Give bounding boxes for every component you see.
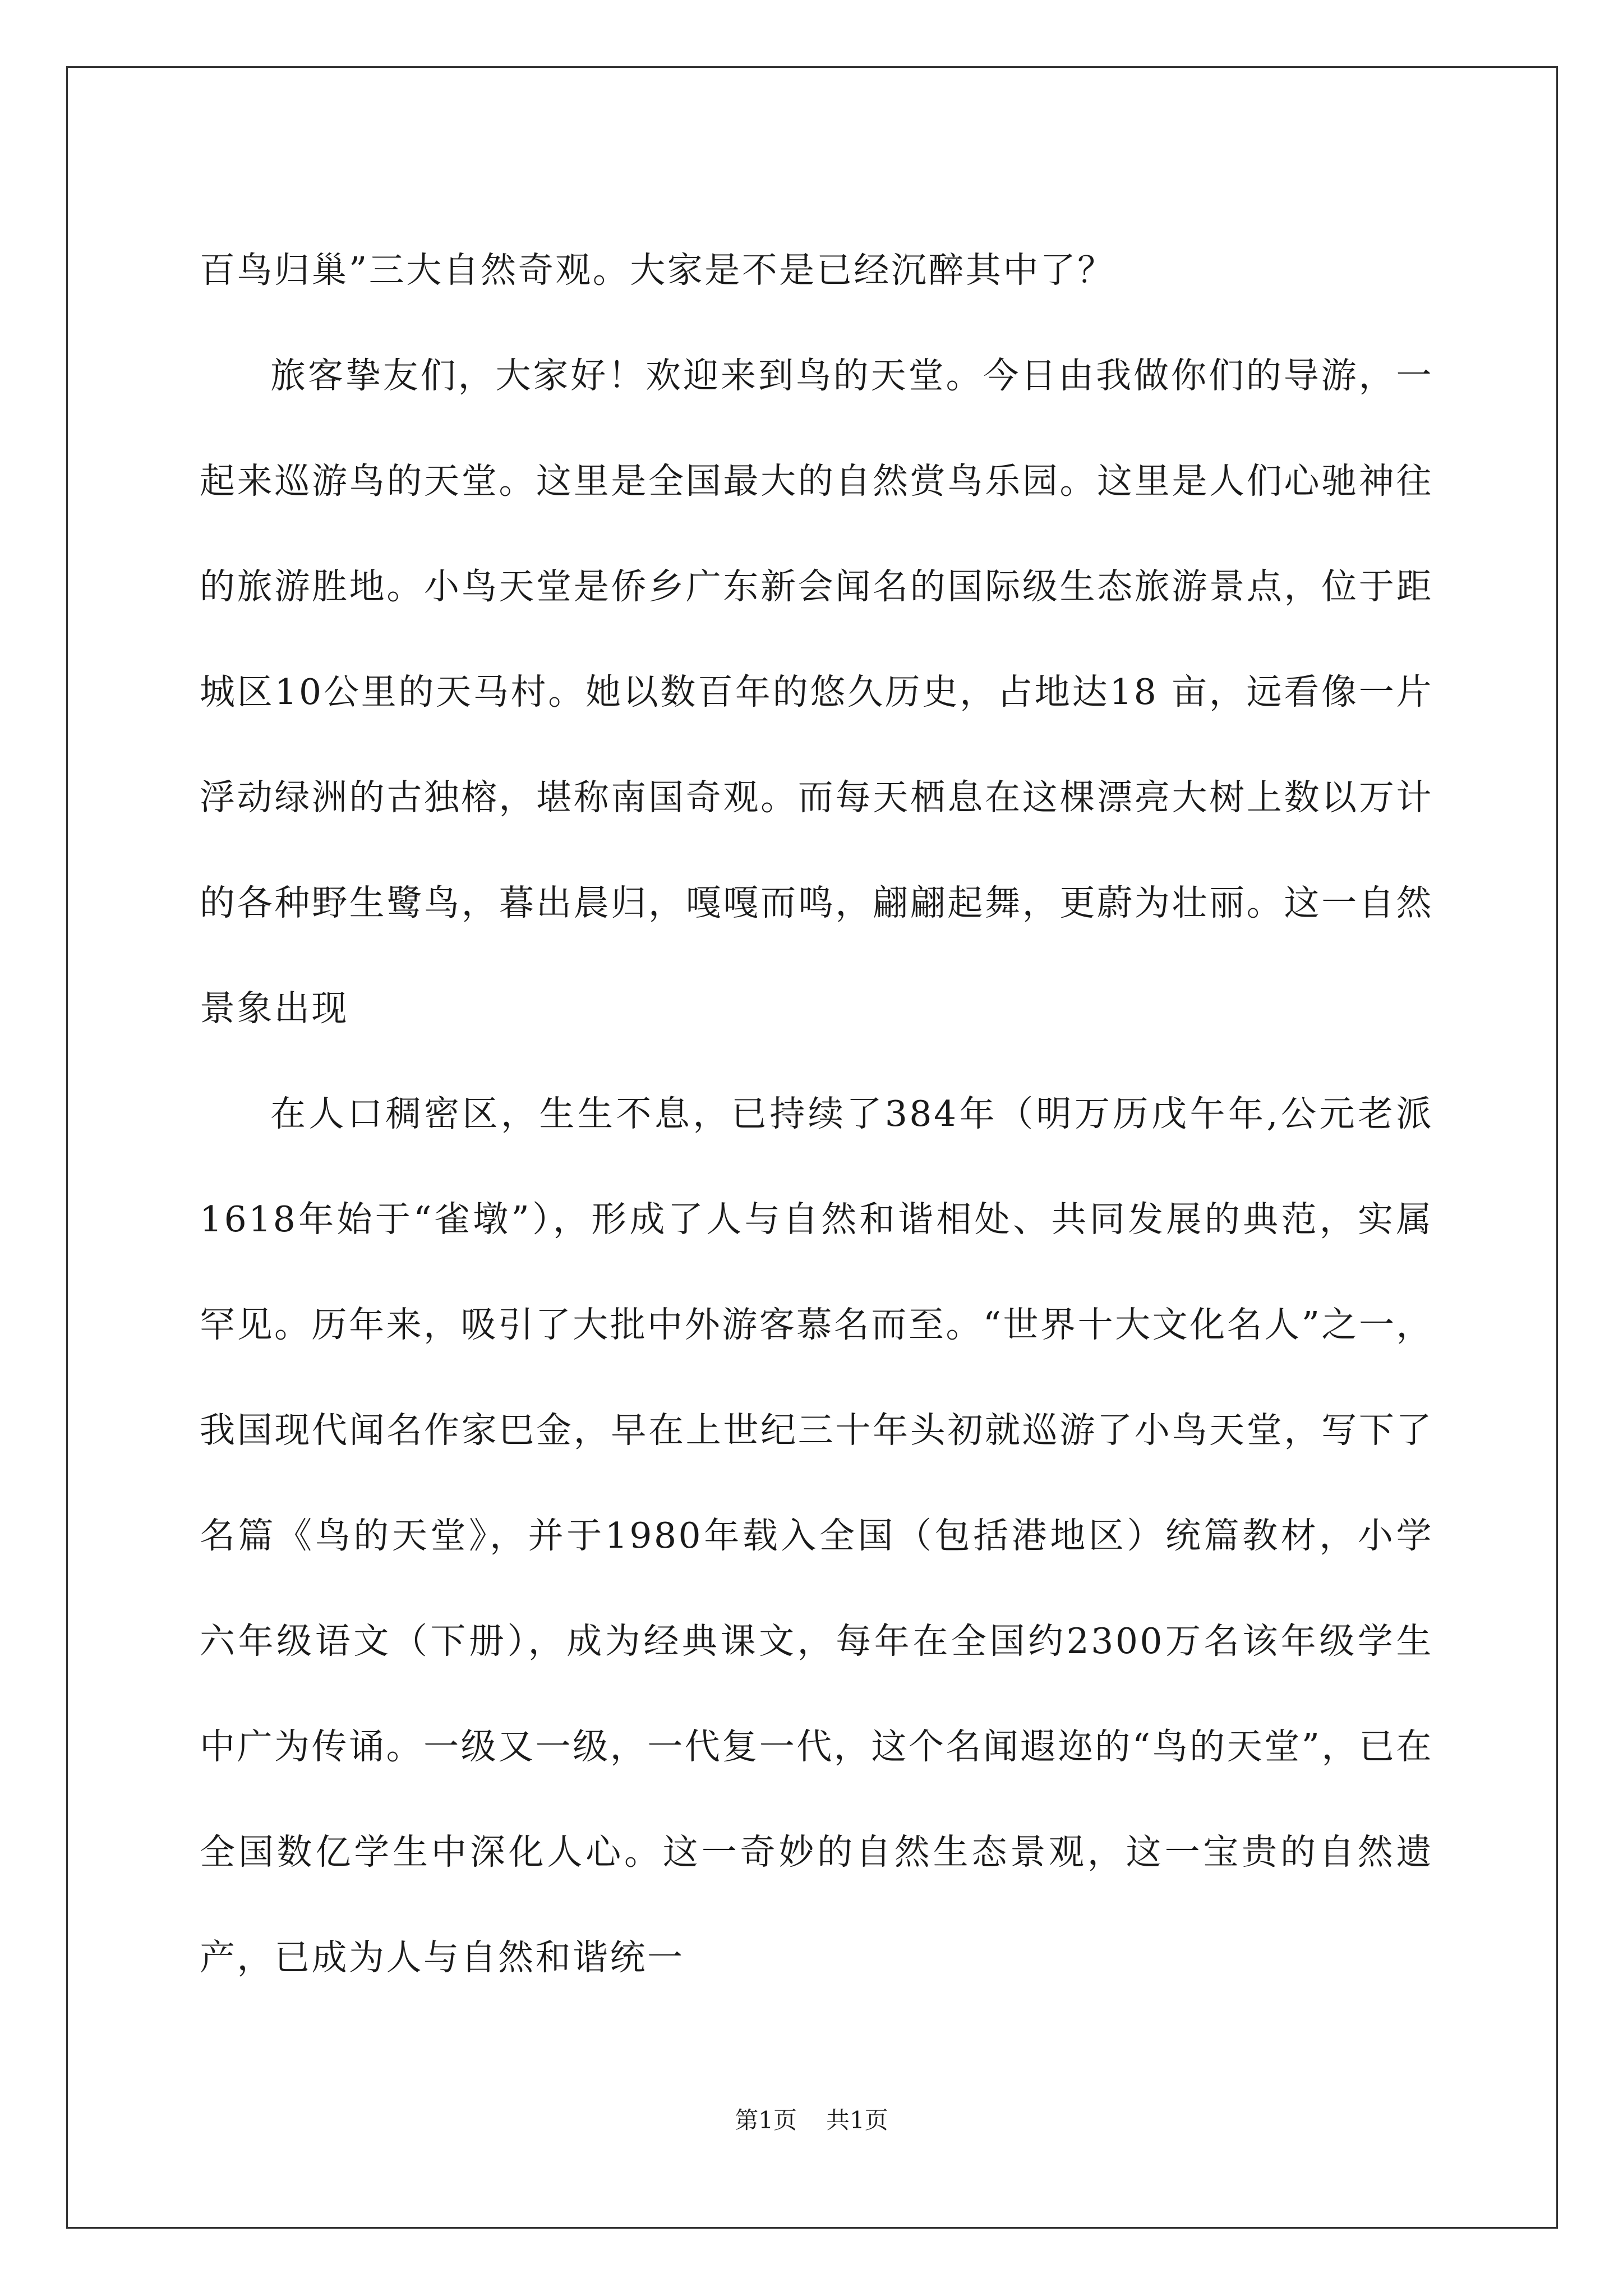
- paragraph-3: 在人口稠密区，生生不息，已持续了384年（明万历戊午年,公元老派1618年始于“雀墩”），形成了人与自然和谐相处、共同发展的典范，实属罕见。历年来，吸引了大批中外游客慕名而至。“世界十大文化名人”之一，我国现代闻名作家巴金，早在上世纪三十年头初就巡游了小鸟天堂，写下了名篇《鸟的天堂》，并于1980年载入全国（包括港地区）统篇教材，小学六年级语文（下册），成为经典课文，每年在全国约2300万名该年级学生中广为传诵。一级又一级，一代复一代，这个名闻遐迩的“鸟的天堂”，已在全国数亿学生中深化人心。这一奇妙的自然生态景观，这一宝贵的自然遗产，已成为人与自然和谐统一: [200, 1093, 1433, 1978]
- page-total: 共1页: [826, 2106, 888, 2134]
- page-number: 第1页: [735, 2106, 797, 2134]
- paragraph-2: 旅客挚友们，大家好！欢迎来到鸟的天堂。今日由我做你们的导游，一起来巡游鸟的天堂。这里是全国最大的自然赏鸟乐园。这里是人们心驰神往的旅游胜地。小鸟天堂是侨乡广东新会闻名的国际级生态旅游景点，位于距城区10公里的天马村。她以数百年的悠久历史，占地达18 亩，远看像一片浮动绿洲的古独榕，堪称南国奇观。而每天栖息在这棵漂亮大树上数以万计的各种野生鹭鸟，暮出晨归，嘎嘎而鸣，翩翩起舞，更蔚为壮丽。这一自然景象出现: [200, 355, 1433, 1029]
- page-footer: [0, 2106, 1623, 2134]
- paragraph-1: 百鸟归巢”三大自然奇观。大家是不是已经沉醉其中了？: [200, 250, 1115, 291]
- document-body: [200, 218, 1433, 2010]
